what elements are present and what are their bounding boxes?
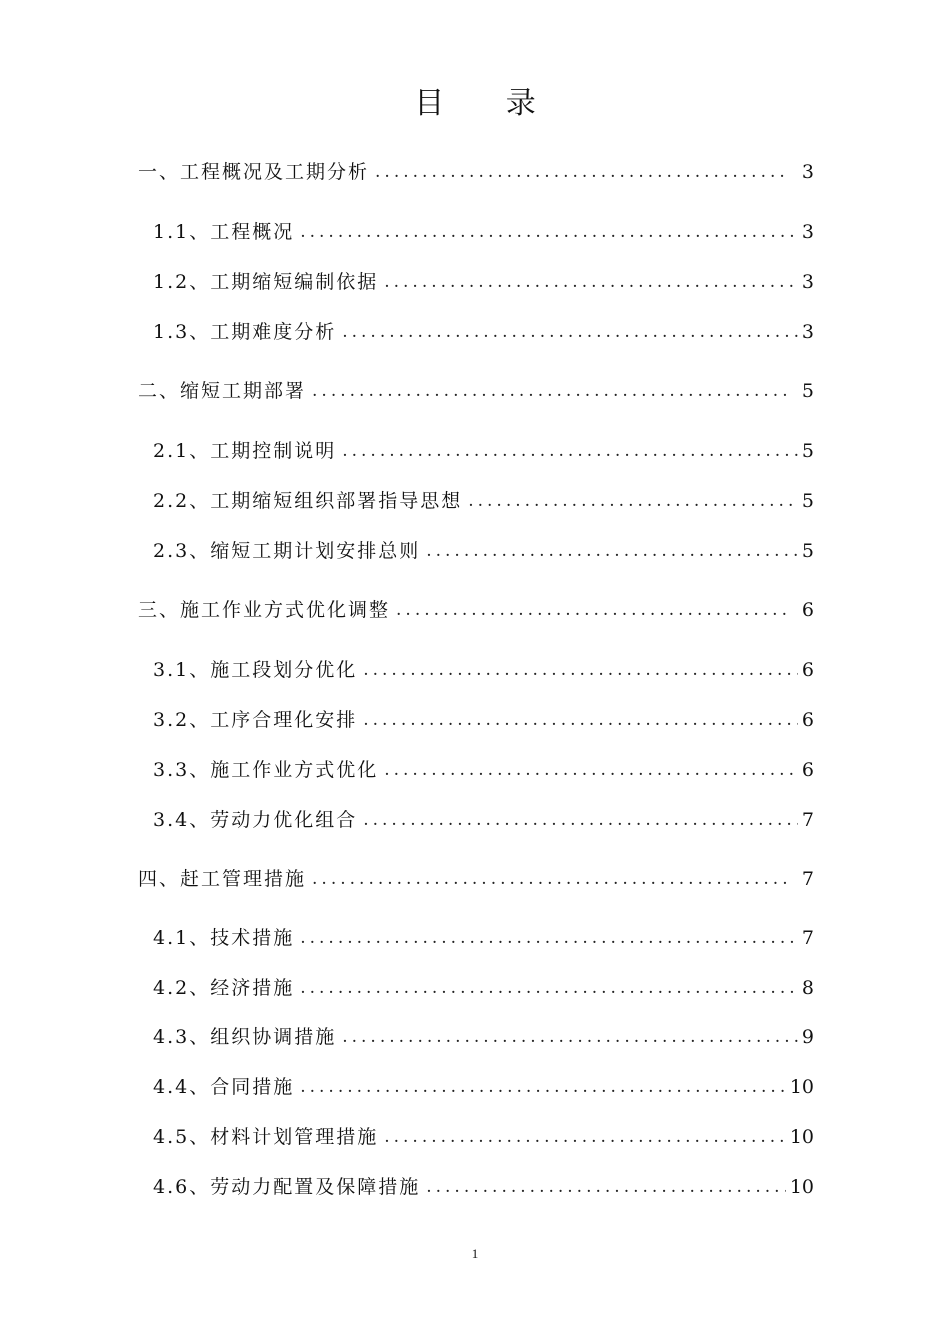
- toc-subsection-entry[interactable]: [153, 754, 814, 782]
- toc-subsection-entry[interactable]: [153, 435, 814, 463]
- toc-dot-leader: [300, 1075, 786, 1099]
- toc-subsection-entry[interactable]: [153, 216, 814, 244]
- toc-entry-page-number: 3: [801, 321, 814, 343]
- toc-entry-label: 3.4、劳动力优化组合: [153, 809, 358, 831]
- toc-dot-leader: [384, 1125, 786, 1149]
- toc-dot-leader: [426, 539, 798, 563]
- toc-section-entry[interactable]: [138, 156, 814, 184]
- toc-title: 目 录: [414, 86, 562, 121]
- toc-entry-label: 2.3、缩短工期计划安排总则: [153, 540, 421, 562]
- toc-subsection-entry[interactable]: [153, 485, 814, 513]
- toc-entry-label: 1.2、工期缩短编制依据: [153, 271, 379, 293]
- toc-entry-page-number: 6: [801, 709, 814, 731]
- toc-entry-label: 2.2、工期缩短组织部署指导思想: [153, 490, 463, 512]
- toc-entry-page-number: 5: [801, 540, 814, 562]
- toc-entry-label: 1.3、工期难度分析: [153, 321, 337, 343]
- toc-entry-page-number: 10: [789, 1126, 814, 1148]
- toc-entry-page-number: 7: [801, 868, 814, 890]
- toc-dot-leader: [342, 1025, 798, 1049]
- toc-dot-leader: [312, 867, 788, 891]
- toc-entry-label: 1.1、工程概况: [153, 221, 295, 243]
- toc-section-entry[interactable]: [138, 594, 814, 622]
- toc-section-entry[interactable]: [138, 375, 814, 403]
- toc-entry-page-number: 6: [801, 659, 814, 681]
- toc-entry-label: 3.3、施工作业方式优化: [153, 759, 379, 781]
- toc-entry-label: 4.6、劳动力配置及保障措施: [153, 1176, 421, 1198]
- toc-entry-page-number: 5: [801, 490, 814, 512]
- toc-subsection-entry[interactable]: [153, 1121, 814, 1149]
- toc-section-entry[interactable]: [138, 863, 814, 891]
- toc-dot-leader: [426, 1175, 786, 1199]
- toc-dot-leader: [468, 489, 798, 513]
- toc-subsection-entry[interactable]: [153, 535, 814, 563]
- toc-dot-leader: [363, 708, 798, 732]
- toc-subsection-entry[interactable]: [153, 704, 814, 732]
- toc-entry-label: 2.1、工期控制说明: [153, 440, 337, 462]
- toc-subsection-entry[interactable]: [153, 972, 814, 1000]
- toc-dot-leader: [312, 379, 788, 403]
- toc-entry-label: 4.3、组织协调措施: [153, 1026, 337, 1048]
- toc-dot-leader: [342, 439, 798, 463]
- toc-entry-page-number: 10: [789, 1076, 814, 1098]
- toc-entry-label: 3.1、施工段划分优化: [153, 659, 358, 681]
- toc-entry-page-number: 6: [801, 599, 814, 621]
- toc-entry-page-number: 8: [801, 977, 814, 999]
- toc-subsection-entry[interactable]: [153, 266, 814, 294]
- toc-entry-label: 4.5、材料计划管理措施: [153, 1126, 379, 1148]
- toc-entry-page-number: 3: [801, 161, 814, 183]
- toc-dot-leader: [363, 808, 798, 832]
- toc-entry-label: 4.4、合同措施: [153, 1076, 295, 1098]
- toc-entry-page-number: 6: [801, 759, 814, 781]
- toc-entry-page-number: 7: [801, 927, 814, 949]
- toc-entry-label: 3.2、工序合理化安排: [153, 709, 358, 731]
- toc-entry-label: 三、施工作业方式优化调整: [138, 599, 391, 621]
- toc-entry-label: 二、缩短工期部署: [138, 380, 307, 402]
- toc-entry-page-number: 10: [789, 1176, 814, 1198]
- toc-subsection-entry[interactable]: [153, 1171, 814, 1199]
- toc-dot-leader: [300, 926, 798, 950]
- toc-entry-page-number: 5: [801, 380, 814, 402]
- toc-dot-leader: [384, 758, 798, 782]
- toc-entry-label: 四、赶工管理措施: [138, 868, 307, 890]
- page-number: 1: [471, 1246, 479, 1261]
- toc-entry-page-number: 9: [801, 1026, 814, 1048]
- toc-entry-page-number: 3: [801, 271, 814, 293]
- toc-dot-leader: [375, 160, 788, 184]
- toc-entry-label: 一、工程概况及工期分析: [138, 161, 370, 183]
- toc-dot-leader: [300, 220, 798, 244]
- toc-dot-leader: [384, 270, 798, 294]
- toc-dot-leader: [363, 658, 798, 682]
- toc-entry-page-number: 5: [801, 440, 814, 462]
- toc-dot-leader: [300, 976, 798, 1000]
- toc-subsection-entry[interactable]: [153, 1071, 814, 1099]
- toc-entry-page-number: 3: [801, 221, 814, 243]
- toc-subsection-entry[interactable]: [153, 804, 814, 832]
- toc-dot-leader: [396, 598, 788, 622]
- toc-subsection-entry[interactable]: [153, 1021, 814, 1049]
- toc-entry-page-number: 7: [801, 809, 814, 831]
- toc-dot-leader: [342, 320, 798, 344]
- toc-subsection-entry[interactable]: [153, 654, 814, 682]
- toc-entry-label: 4.1、技术措施: [153, 927, 295, 949]
- toc-entry-label: 4.2、经济措施: [153, 977, 295, 999]
- toc-subsection-entry[interactable]: [153, 922, 814, 950]
- toc-subsection-entry[interactable]: [153, 316, 814, 344]
